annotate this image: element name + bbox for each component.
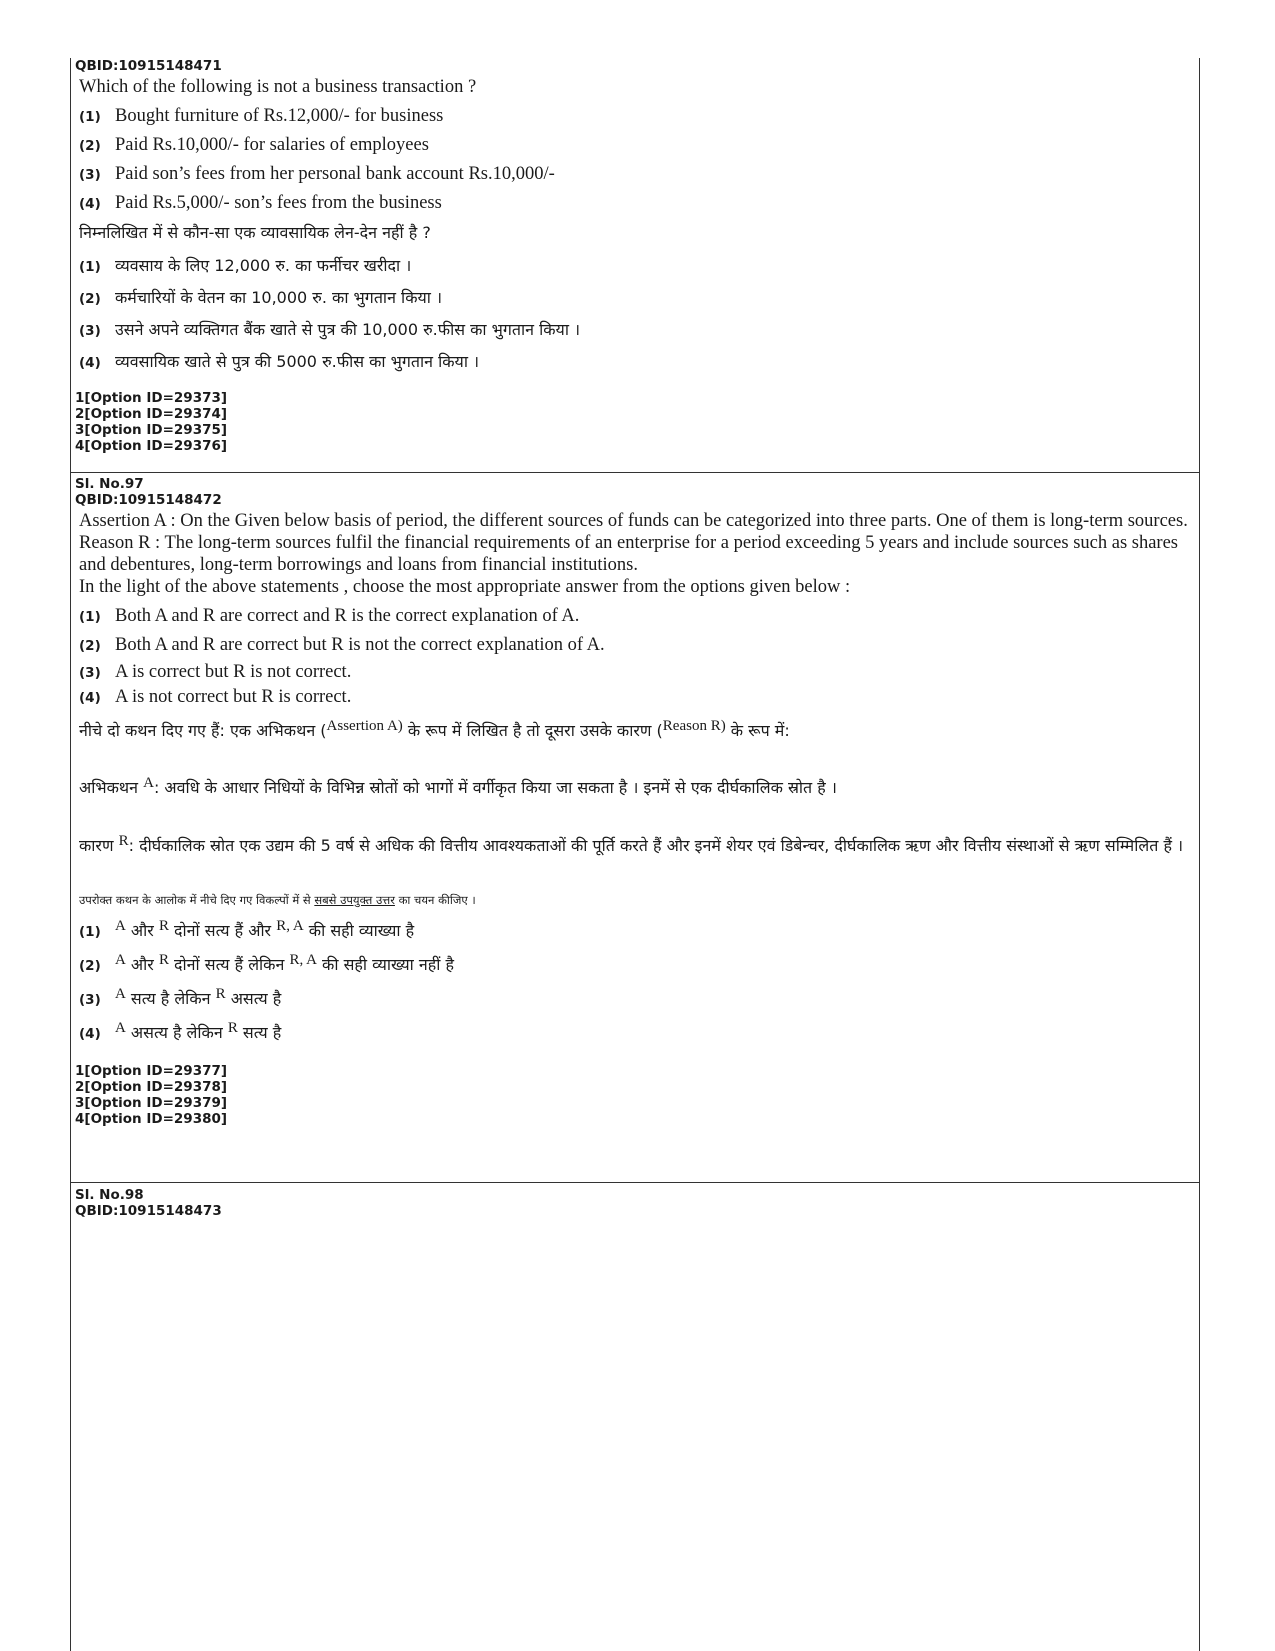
option-1-hi[interactable] [79, 254, 1199, 276]
option-text: और [125, 955, 159, 974]
option-text: Paid Rs.10,000/- for salaries of employees [115, 135, 429, 155]
assertion-hi [79, 777, 1199, 800]
reason-tag: R [118, 833, 129, 849]
option-text: A is correct but R is not correct. [115, 662, 352, 682]
reason-text: : दीर्घकालिक स्रोत एक उद्यम की 5 वर्ष से अधिक की वित्तीय आवश्यकताओं की पूर्ति करते हैं और इनमें शेयर एवं डिबेन्चर, दीर्घकालिक ऋण और वित्तीय संस्थाओं से ऋण सम्मिलित हैं । [128, 836, 1184, 855]
option-1-en[interactable] [79, 106, 1199, 127]
assertion-tag: Assertion A) [326, 718, 403, 734]
option-id: 3[Option ID=29375] [75, 422, 228, 438]
instruction-emphasis: सबसे उपयुक्त उत्तर [314, 893, 395, 907]
reason-label: कारण [79, 836, 119, 855]
option-number: (3) [79, 665, 101, 681]
option-number: (1) [79, 924, 101, 940]
ra-tag: R, A [289, 952, 317, 968]
qbid-label: QBID:10915148472 [75, 492, 222, 508]
option-id: 4[Option ID=29380] [75, 1111, 228, 1127]
option-text: असत्य है [225, 989, 282, 1008]
option-id-list [75, 1063, 1199, 1127]
qbid-label: QBID:10915148471 [75, 58, 222, 74]
option-id: 2[Option ID=29374] [75, 406, 228, 422]
option-text: की सही व्याख्या नहीं है [316, 955, 454, 974]
a-tag: A [115, 986, 126, 1002]
option-text: Paid Rs.5,000/- son’s fees from the business [115, 193, 442, 213]
option-number: (2) [79, 291, 101, 307]
option-4-en[interactable] [79, 687, 1199, 708]
reason-en: Reason R : The long-term sources fulfil the financial requirements of an enterprise for a period exceeding 5 years and include sources such as shares and debentures, long-term borrowings and loans from financial institutions. [79, 533, 1178, 575]
r-tag: R [158, 952, 169, 968]
option-number: (1) [79, 609, 101, 625]
instruction-hi [79, 889, 1199, 911]
option-id: 3[Option ID=29379] [75, 1095, 228, 1111]
qbid-label: QBID:10915148473 [75, 1203, 222, 1219]
option-2-hi[interactable] [79, 953, 1199, 975]
option-number: (1) [79, 259, 101, 275]
option-text: और [125, 921, 159, 940]
option-2-en[interactable] [79, 635, 1199, 656]
option-number: (3) [79, 167, 101, 183]
option-text: Both A and R are correct but R is not the correct explanation of A. [115, 635, 605, 655]
option-text: दोनों सत्य हैं और [168, 921, 277, 940]
option-text: Both A and R are correct and R is the correct explanation of A. [115, 606, 580, 626]
option-id: 2[Option ID=29378] [75, 1079, 228, 1095]
option-text: कर्मचारियों के वेतन का 10,000 रु. का भुगतान किया । [115, 288, 443, 307]
question-96 [71, 58, 1199, 454]
reason-tag: Reason R) [662, 718, 726, 734]
option-1-en[interactable] [79, 606, 1199, 627]
option-2-hi[interactable] [79, 286, 1199, 308]
question-97 [71, 472, 1199, 1127]
option-text: दोनों सत्य हैं लेकिन [168, 955, 290, 974]
option-id-list [75, 390, 1199, 454]
option-3-hi[interactable] [79, 318, 1199, 340]
option-text: व्यवसायिक खाते से पुत्र की 5000 रु.फीस का भुगतान किया । [115, 352, 480, 371]
option-id: 4[Option ID=29376] [75, 438, 228, 454]
option-text: उसने अपने व्यक्तिगत बैंक खाते से पुत्र की 10,000 रु.फीस का भुगतान किया । [115, 320, 581, 339]
option-2-en[interactable] [79, 135, 1199, 156]
option-text: A is not correct but R is correct. [115, 687, 352, 707]
serial-number: Sl. No.98 [75, 1187, 144, 1203]
a-tag: A [115, 952, 126, 968]
question-98 [71, 1182, 1199, 1219]
question-text-en: Which of the following is not a business transaction ? [79, 77, 477, 97]
option-number: (1) [79, 109, 101, 125]
option-3-en[interactable] [79, 164, 1199, 185]
option-text: व्यवसाय के लिए 12,000 रु. का फर्नीचर खरीदा । [115, 256, 412, 275]
option-4-hi[interactable] [79, 1021, 1199, 1043]
option-3-en[interactable] [79, 662, 1199, 683]
option-id: 1[Option ID=29377] [75, 1063, 228, 1079]
option-number: (2) [79, 138, 101, 154]
option-text: की सही व्याख्या है [303, 921, 415, 940]
assertion-tag: A [143, 775, 154, 791]
option-number: (4) [79, 196, 101, 212]
intro-text: के रूप में: [725, 721, 790, 740]
intro-text: नीचे दो कथन दिए गए हैं: एक अभिकथन ( [79, 721, 327, 740]
option-id: 1[Option ID=29373] [75, 390, 228, 406]
serial-number: Sl. No.97 [75, 476, 144, 492]
question-text-hi: निम्नलिखित में से कौन-सा एक व्यावसायिक लेन-देन नहीं है ? [79, 223, 431, 242]
option-text: सत्य है लेकिन [125, 989, 216, 1008]
option-number: (4) [79, 355, 101, 371]
intro-hi [79, 720, 1199, 743]
option-number: (4) [79, 1026, 101, 1042]
option-number: (2) [79, 958, 101, 974]
r-tag: R [158, 918, 169, 934]
instruction-text: उपरोक्त कथन के आलोक में नीचे दिए गए विकल्पों में से [79, 893, 315, 907]
a-tag: A [115, 1020, 126, 1036]
intro-text: के रूप में लिखित है तो दूसरा उसके कारण ( [402, 721, 663, 740]
assertion-text: : अवधि के आधार निधियों के विभिन्न स्रोतों को भागों में वर्गीकृत किया जा सकता है । इनमें से एक दीर्घकालिक स्रोत है । [153, 778, 837, 797]
option-number: (3) [79, 992, 101, 1008]
assertion-en: Assertion A : On the Given below basis of period, the different sources of funds can be categorized into three parts. One of them is long-term sources. [79, 511, 1188, 531]
a-tag: A [115, 918, 126, 934]
instruction-en: In the light of the above statements , choose the most appropriate answer from the options given below : [79, 577, 851, 597]
ra-tag: R, A [276, 918, 304, 934]
option-4-en[interactable] [79, 193, 1199, 214]
reason-hi [79, 830, 1199, 863]
option-4-hi[interactable] [79, 350, 1199, 372]
r-tag: R [215, 986, 226, 1002]
assertion-label: अभिकथन [79, 778, 144, 797]
r-tag: R [227, 1020, 238, 1036]
option-number: (2) [79, 638, 101, 654]
option-text: सत्य है [237, 1023, 282, 1042]
option-3-hi[interactable] [79, 987, 1199, 1009]
option-1-hi[interactable] [79, 919, 1199, 941]
option-text: Paid son’s fees from her personal bank account Rs.10,000/- [115, 164, 555, 184]
option-number: (4) [79, 690, 101, 706]
option-text: Bought furniture of Rs.12,000/- for business [115, 106, 444, 126]
question-paper-frame [70, 58, 1200, 1651]
option-number: (3) [79, 323, 101, 339]
option-text: असत्य है लेकिन [125, 1023, 228, 1042]
instruction-text: का चयन कीजिए । [394, 893, 476, 907]
